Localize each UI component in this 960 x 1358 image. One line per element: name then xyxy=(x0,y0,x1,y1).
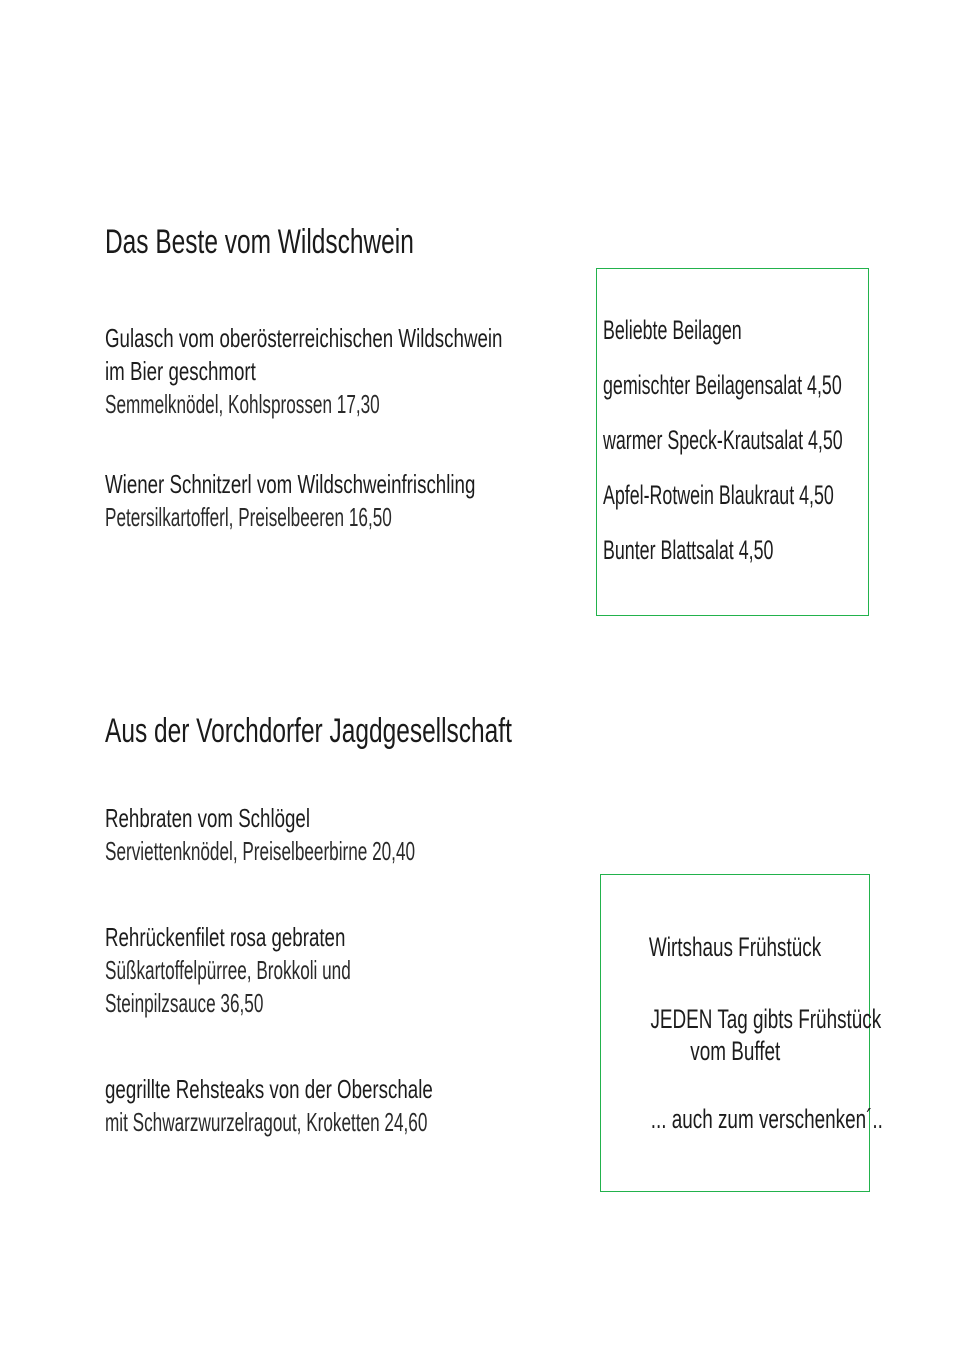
dish-sides-price: mit Schwarzwurzelragout, Kroketten 24,60 xyxy=(105,1107,428,1137)
section-heading-jagdgesellschaft: Aus der Vorchdorfer Jagdgesellschaft xyxy=(105,712,512,750)
dish-name-line: Rehrückenfilet rosa gebraten xyxy=(105,922,346,952)
dish-name-line: gegrillte Rehsteaks von der Oberschale xyxy=(105,1074,433,1104)
dish-name-line: Rehbraten vom Schlögel xyxy=(105,803,310,833)
side-dishes-title: Beliebte Beilagen xyxy=(603,315,742,345)
breakfast-box xyxy=(600,874,883,1192)
breakfast-title: Wirtshaus Frühstück xyxy=(648,932,822,962)
breakfast-text-line: JEDEN Tag gibts Frühstück xyxy=(650,1004,882,1034)
menu-item-gulasch xyxy=(105,322,657,421)
dish-name-line: im Bier geschmort xyxy=(105,356,256,386)
side-dish-item: warmer Speck-Krautsalat 4,50 xyxy=(603,425,843,455)
dish-sides-price: Steinpilzsauce 36,50 xyxy=(105,988,264,1018)
side-dish-item: Bunter Blattsalat 4,50 xyxy=(603,535,774,565)
dish-sides-price: Semmelknödel, Kohlsprossen 17,30 xyxy=(105,389,380,419)
side-dish-item: gemischter Beilagensalat 4,50 xyxy=(603,370,842,400)
dish-sides-price: Süßkartoffelpürree, Brokkoli und xyxy=(105,955,351,985)
breakfast-text-line: vom Buffet xyxy=(689,1036,780,1066)
menu-item-rehrueckenfilet xyxy=(105,921,477,1020)
dish-name-line: Gulasch vom oberösterreichischen Wildschwein xyxy=(105,323,503,353)
section-heading-wildschwein: Das Beste vom Wildschwein xyxy=(105,223,414,261)
breakfast-footer: ... auch zum verschenken´.. xyxy=(650,1104,883,1134)
dish-sides-price: Petersilkartofferl, Preiselbeeren 16,50 xyxy=(105,502,392,532)
dish-name-line: Wiener Schnitzerl vom Wildschweinfrischling xyxy=(105,469,476,499)
side-dish-item: Apfel-Rotwein Blaukraut 4,50 xyxy=(603,480,834,510)
menu-item-schnitzerl xyxy=(105,468,619,534)
menu-item-rehsteaks xyxy=(105,1073,593,1139)
menu-item-rehbraten xyxy=(105,802,575,868)
dish-sides-price: Serviettenknödel, Preiselbeerbirne 20,40 xyxy=(105,836,416,866)
side-dishes-box xyxy=(596,268,869,616)
